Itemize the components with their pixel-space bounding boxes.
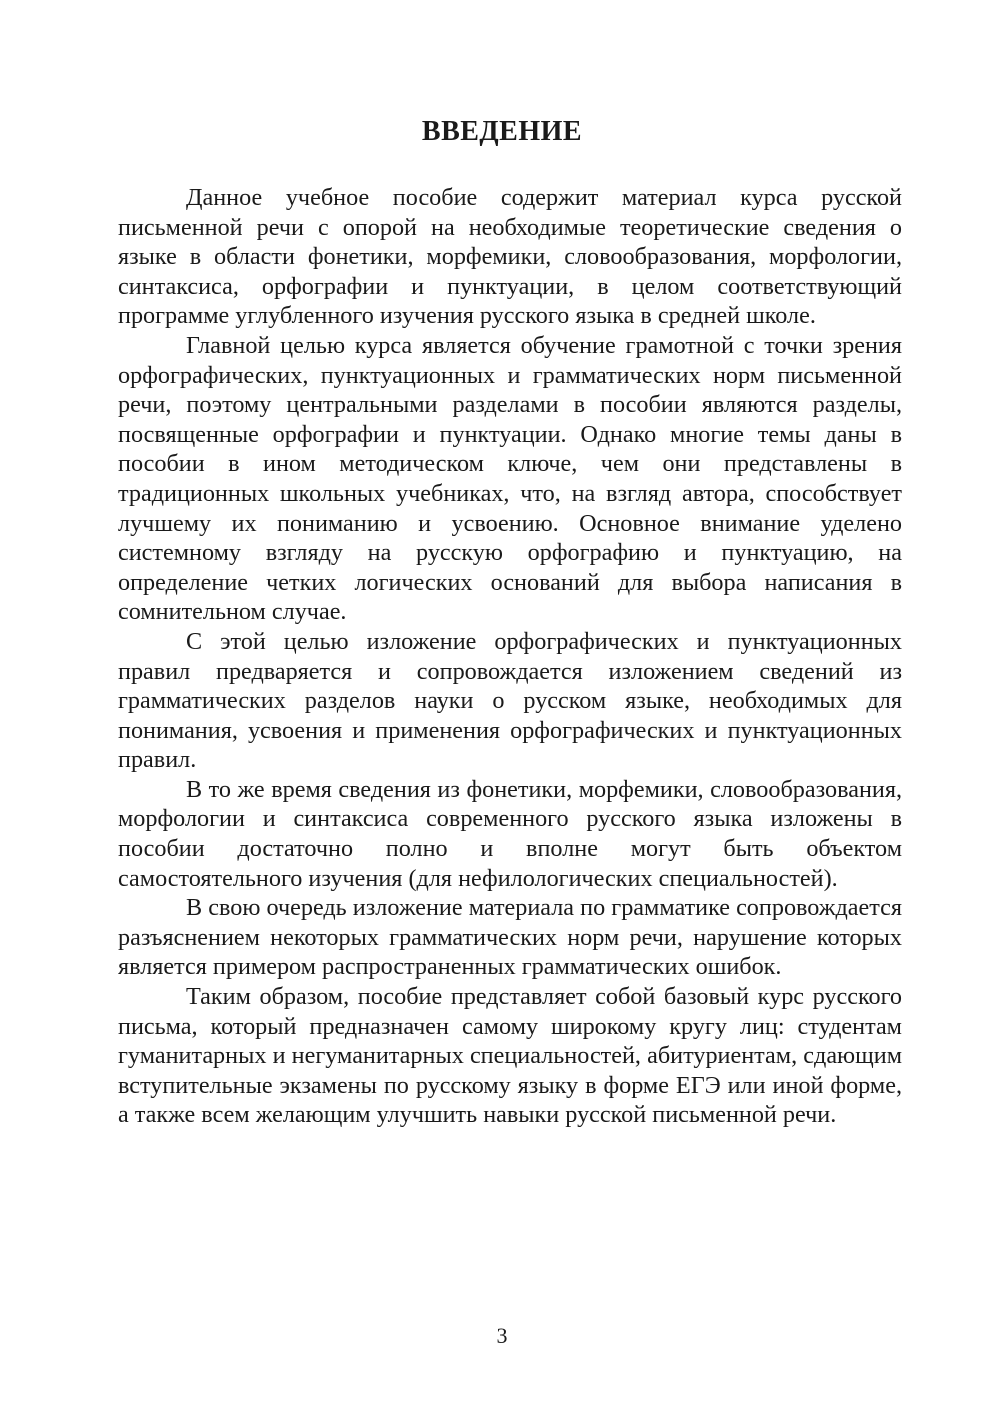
page-title: ВВЕДЕНИЕ	[421, 116, 583, 147]
paragraph-1: Данное учебное пособие содержит материал курса русской письменной речи с опорой на необходимые теоретические сведения о языке в области фонетики, морфемики, словообразования, морфологии, синтаксиса, орфографии и пунктуации, в целом соответствующий программе углубленного изучения русского языка в средней школе.	[118, 184, 902, 330]
paragraph-4: В то же время сведения из фонетики, морфемики, словообразования, морфологии и синтаксиса современного русского языка изложены в пособии достаточно полно и вполне могут быть объектом самостоятельного изучения (для нефилологических специальностей).	[118, 775, 902, 892]
page-number: 3	[496, 1323, 508, 1348]
paragraph-3: С этой целью изложение орфографических и пунктуационных правил предваряется и сопровождается изложением сведений из грамматических разделов науки о русском языке, необходимых для понимания, усвоения и применения орфографических и пунктуационных правил.	[118, 627, 902, 774]
document-body	[118, 183, 902, 1130]
paragraph-5: В свою очередь изложение материала по грамматике сопровождается разъяснением некоторых грамматических норм речи, нарушение которых является примером распространенных грамматических ошибок.	[118, 894, 902, 981]
paragraph-2: Главной целью курса является обучение грамотной с точки зрения орфографических, пунктуационных и грамматических норм письменной речи, поэтому центральными разделами в пособии являются разделы, посвященные орфографии и пунктуации. Однако многие темы даны в пособии в ином методическом ключе, чем они представлены в традиционных школьных учебниках, что, на взгляд автора, способствует лучшему их пониманию и усвоению. Основное внимание уделено системному взгляду на русскую орфографию и пунктуацию, на определение четких логических оснований для выбора написания в сомнительном случае.	[118, 331, 902, 626]
paragraph-6: Таким образом, пособие представляет собой базовый курс русского письма, который предназначен самому широкому кругу лиц: студентам гуманитарных и негуманитарных специальностей, абитуриентам, сдающим вступительные экзамены по русскому языку в форме ЕГЭ или иной форме, а также всем желающим улучшить навыки русской письменной речи.	[118, 983, 902, 1129]
